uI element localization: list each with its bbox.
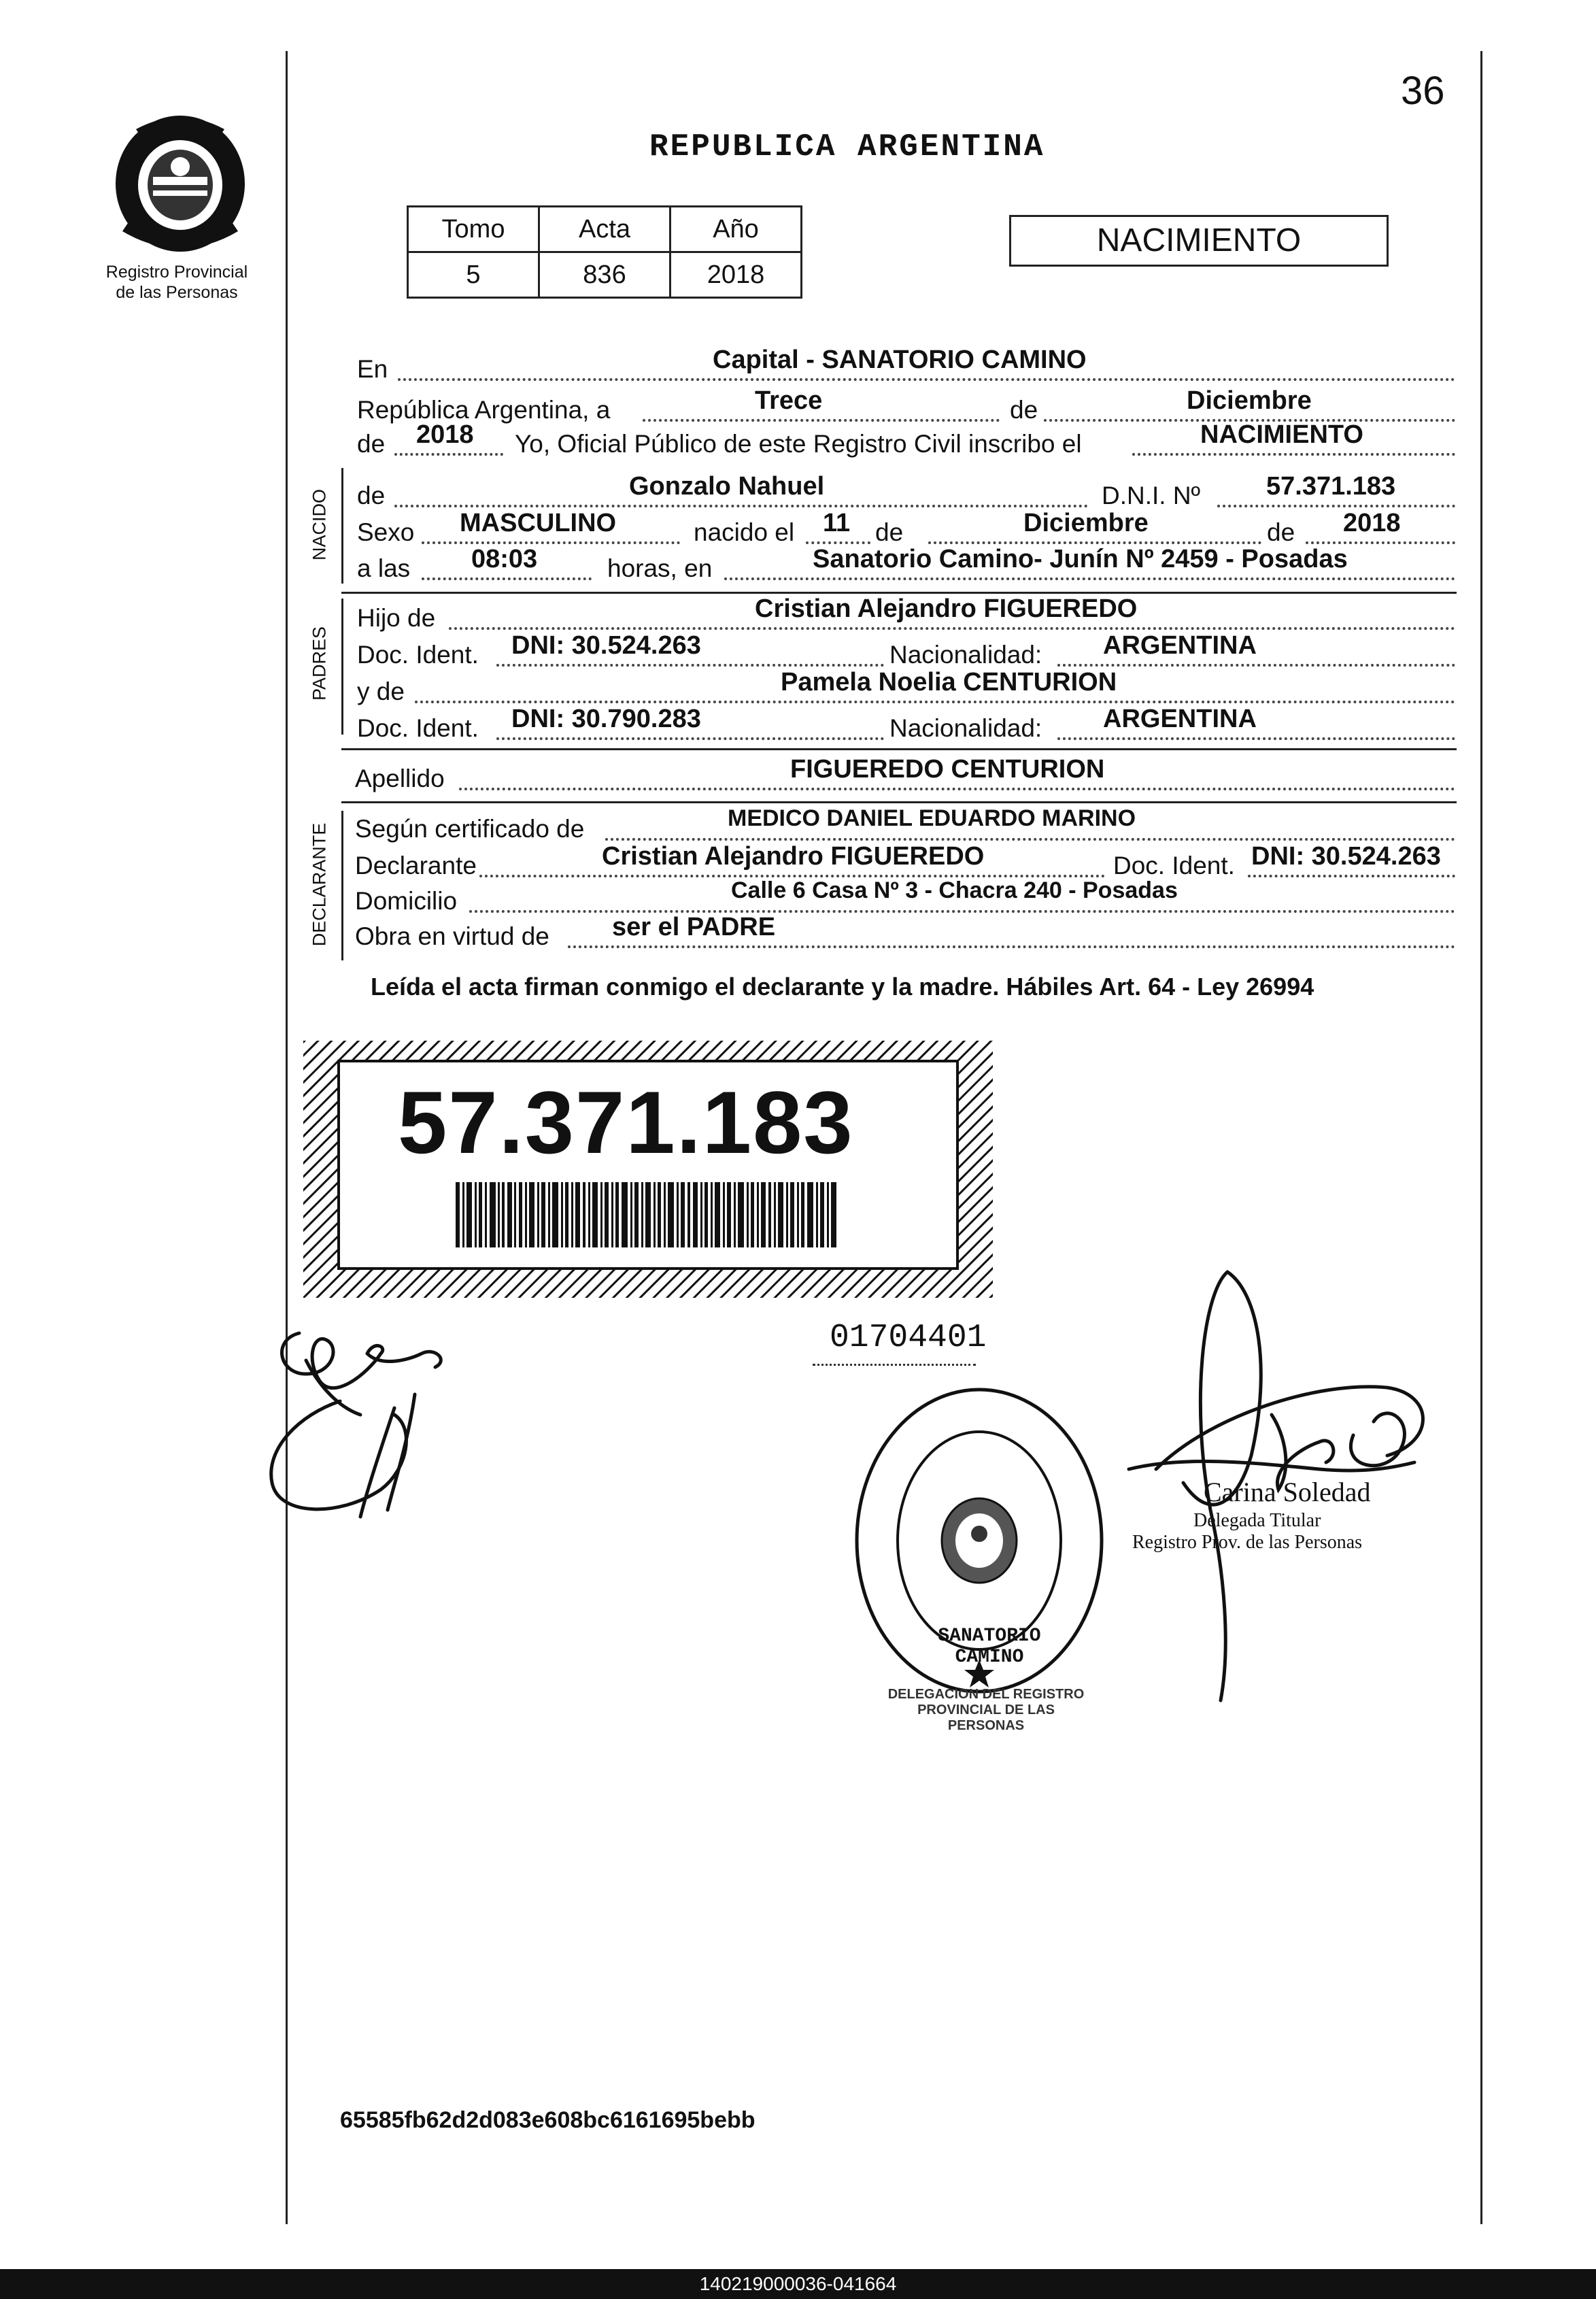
registry-value-tomo: 5: [408, 252, 539, 298]
registry-header-ano: Año: [670, 207, 802, 252]
id-number-large: 57.371.183: [398, 1073, 854, 1172]
declarante-label: Declarante: [355, 852, 477, 879]
apellido-value: FIGUEREDO CENTURION: [790, 755, 1105, 784]
dotted-line: [415, 701, 1455, 703]
official-signature-role: Delegada Titular: [1193, 1510, 1321, 1531]
dotted-line: [1306, 541, 1455, 544]
logo-caption-line1: Registro Provincial: [105, 263, 248, 282]
apellido-label: Apellido: [355, 765, 445, 792]
section-bracket: [341, 599, 343, 735]
de-label: de: [1010, 396, 1038, 424]
dotted-line: [422, 577, 592, 580]
section-separator: [341, 801, 1457, 803]
de2-label: de: [357, 430, 386, 458]
left-margin-line: [286, 51, 288, 2224]
section-separator: [341, 592, 1457, 594]
declarante-doc-value: DNI: 30.524.263: [1251, 842, 1441, 871]
closing-statement: Leída el acta firman conmigo el declarante y la madre. Hábiles Art. 64 - Ley 26994: [371, 973, 1314, 1001]
stamp-inner-text: SANATORIO CAMINO: [938, 1626, 1041, 1668]
en-label: En: [357, 355, 388, 383]
padres-section-label: PADRES: [309, 626, 330, 701]
right-margin-line: [1480, 51, 1482, 2224]
father-nationality-value: ARGENTINA: [1103, 631, 1257, 660]
father-nationality-label: Nacionalidad:: [889, 641, 1042, 669]
de-label-2: de: [875, 518, 904, 546]
control-number: 01704401: [830, 1320, 987, 1356]
a-las-label: a las: [357, 554, 411, 582]
de-label-3: de: [1267, 518, 1295, 546]
dotted-line: [496, 737, 884, 740]
dotted-line: [398, 378, 1455, 381]
document-title: REPUBLICA ARGENTINA: [649, 129, 1045, 165]
section-bracket: [341, 468, 343, 584]
day-words-value: Trece: [755, 386, 823, 415]
record-type-box: NACIMIENTO: [1009, 215, 1389, 267]
section-separator: [341, 748, 1457, 750]
registrar-text: Yo, Oficial Público de este Registro Civil inscribo el: [515, 430, 1082, 458]
dotted-line: [1057, 664, 1455, 667]
page-number: 36: [1401, 69, 1445, 113]
y-de-label: y de: [357, 677, 405, 705]
year-value: 2018: [416, 420, 474, 449]
dotted-line: [1217, 505, 1455, 507]
section-bracket: [341, 811, 343, 960]
dotted-line: [605, 838, 1455, 841]
dotted-line: [1057, 737, 1455, 740]
mother-nationality-value: ARGENTINA: [1103, 705, 1257, 733]
birth-day-value: 11: [823, 509, 851, 537]
dotted-line: [459, 788, 1455, 790]
birth-place-value: Sanatorio Camino- Junín Nº 2459 - Posadas: [813, 545, 1348, 573]
dotted-line: [394, 453, 503, 456]
stamp-ring-text: DELEGACION DEL REGISTRO PROVINCIAL DE LAS PERSONAS: [887, 1687, 1085, 1733]
birth-year-value: 2018: [1343, 509, 1401, 537]
misiones-coat-of-arms-logo: [109, 109, 252, 258]
dni-label: D.N.I. Nº: [1102, 482, 1201, 509]
month-value: Diciembre: [1187, 386, 1312, 415]
domicilio-value: Calle 6 Casa Nº 3 - Chacra 240 - Posadas: [731, 877, 1178, 903]
dotted-line: [394, 505, 1088, 507]
official-signature-name: Carina Soledad: [1204, 1477, 1371, 1507]
dotted-line: [1132, 453, 1455, 456]
dotted-line: [1248, 875, 1455, 877]
dotted-line: [928, 541, 1261, 544]
nacido-de-label: de: [357, 482, 386, 509]
horas-label: horas, en: [607, 554, 713, 582]
dotted-line: [806, 541, 870, 544]
registry-value-acta: 836: [539, 252, 670, 298]
father-name-value: Cristian Alejandro FIGUEREDO: [755, 594, 1138, 623]
obra-label: Obra en virtud de: [355, 922, 549, 950]
logo-caption: [75, 262, 279, 303]
document-code-bar: 140219000036-041664: [0, 2269, 1596, 2299]
barcode: [456, 1182, 836, 1247]
declarant-signature: [258, 1313, 503, 1537]
mother-doc-value: DNI: 30.790.283: [511, 705, 701, 733]
sexo-value: MASCULINO: [460, 509, 617, 537]
mother-name-value: Pamela Noelia CENTURION: [781, 668, 1117, 697]
obra-value: ser el PADRE: [612, 913, 776, 941]
control-number-underline: [813, 1364, 976, 1366]
hijo-de-label: Hijo de: [357, 604, 436, 632]
domicilio-label: Domicilio: [355, 887, 458, 915]
country-label: República Argentina, a: [357, 396, 611, 424]
official-signature-office: Registro Prov. de las Personas: [1132, 1532, 1363, 1553]
dotted-line: [422, 541, 680, 544]
dotted-line: [568, 945, 1455, 948]
registry-table: [407, 205, 802, 299]
event-value: NACIMIENTO: [1200, 420, 1363, 449]
declarante-section-label: DECLARANTE: [309, 822, 330, 947]
father-doc-label: Doc. Ident.: [357, 641, 479, 669]
dotted-line: [496, 664, 884, 667]
nacido-el-label: nacido el: [694, 518, 795, 546]
time-value: 08:03: [471, 545, 538, 573]
registry-header-acta: Acta: [539, 207, 670, 252]
declarante-doc-label: Doc. Ident.: [1113, 852, 1235, 879]
child-dni-value: 57.371.183: [1266, 472, 1396, 501]
child-name-value: Gonzalo Nahuel: [629, 472, 825, 501]
birth-month-value: Diciembre: [1023, 509, 1149, 537]
dotted-line: [643, 419, 1000, 422]
registry-header-tomo: Tomo: [408, 207, 539, 252]
document-hash: 65585fb62d2d083e608bc6161695bebb: [340, 2107, 755, 2133]
mother-nationality-label: Nacionalidad:: [889, 714, 1042, 742]
certificado-value: MEDICO DANIEL EDUARDO MARINO: [728, 805, 1136, 831]
dotted-line: [449, 627, 1455, 630]
declarante-value: Cristian Alejandro FIGUEREDO: [602, 842, 985, 871]
father-doc-value: DNI: 30.524.263: [511, 631, 701, 660]
certificado-label: Según certificado de: [355, 815, 585, 843]
registry-value-ano: 2018: [670, 252, 802, 298]
mother-doc-label: Doc. Ident.: [357, 714, 479, 742]
logo-caption-line2: de las Personas: [116, 283, 238, 302]
nacido-section-label: NACIDO: [309, 489, 330, 561]
place-value: Capital - SANATORIO CAMINO: [713, 346, 1087, 374]
sexo-label: Sexo: [357, 518, 415, 546]
dotted-line: [724, 577, 1455, 580]
